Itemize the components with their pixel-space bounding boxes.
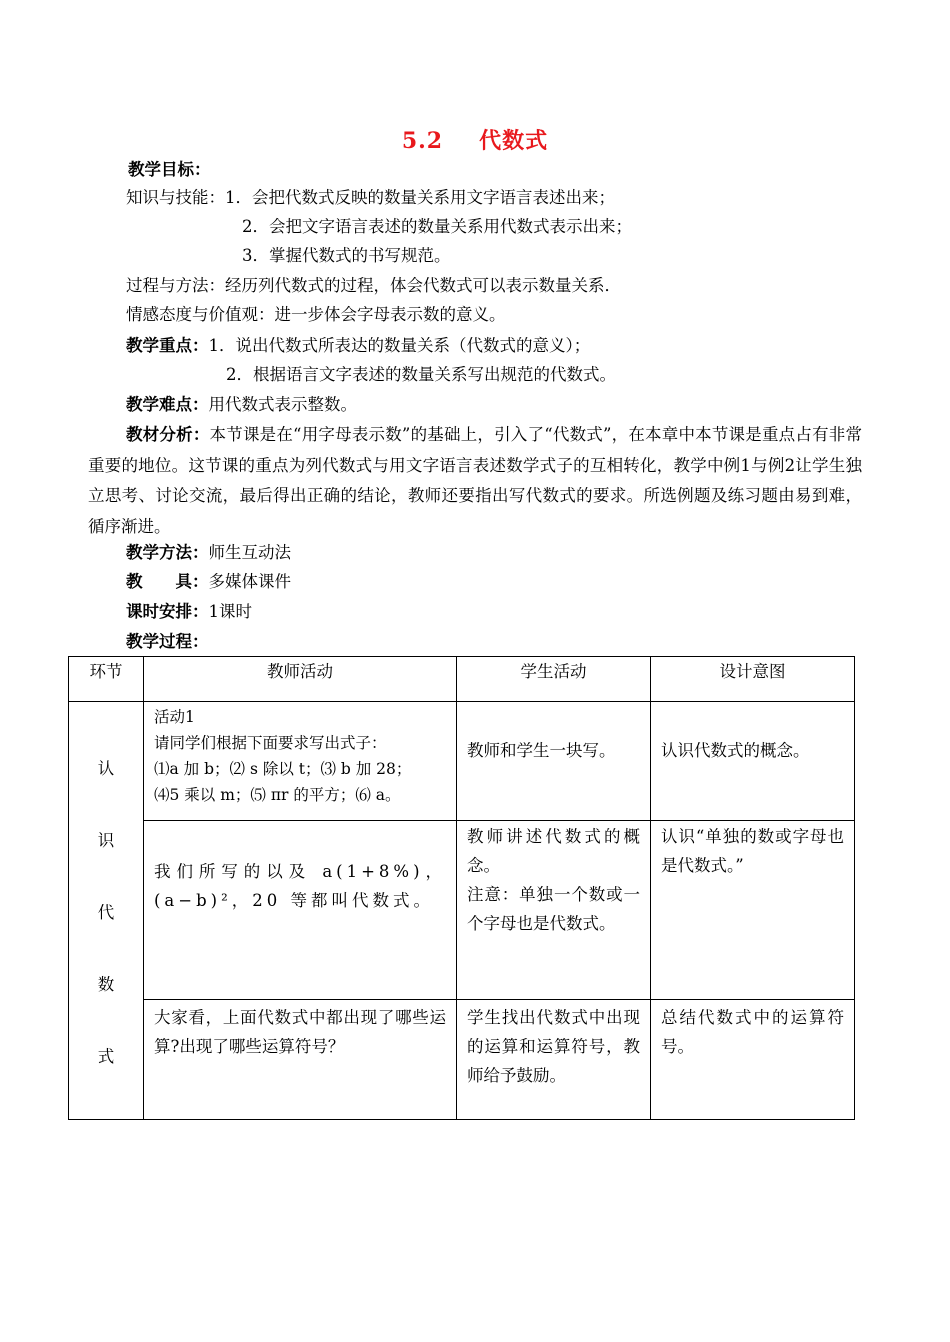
difficulty-line	[126, 391, 357, 419]
tools-text: 多媒体课件	[208, 572, 291, 591]
table-row	[69, 702, 855, 821]
analysis-text: 本节课是在“用字母表示数”的基础上，引入了“代数式”，在本章中本节课是重点占有非常重要的地位。这节课的重点为列代数式与用文字语言表述数学式子的互相转化，教学中例1与例2让学生独立思考、讨论交流，最后得出正确的结论，教师还要指出写代数式的要求。所选例题及练习题由易到难，循序渐进。	[88, 425, 862, 536]
header-teacher-activity: 教师活动	[144, 657, 457, 702]
analysis-label: 教材分析：	[126, 425, 210, 444]
table-row	[69, 1000, 855, 1120]
tools-line	[126, 568, 291, 596]
process-heading: 教学过程：	[126, 632, 209, 651]
method-line	[126, 539, 291, 567]
page-title	[0, 124, 950, 155]
section-title: 代数式	[479, 128, 549, 154]
objectives-heading: 教学目标：	[128, 160, 211, 179]
knowledge-label: 知识与技能：	[126, 188, 225, 207]
row3-teacher: 大家看，上面代数式中都出现了哪些运算?出现了哪些运算符号？	[144, 1000, 457, 1120]
row1-intent: 认识代数式的概念。	[651, 702, 855, 821]
keypoint-item-2: 2．根据语言文字表述的数量关系写出规范的代数式。	[226, 365, 616, 384]
row1-student: 教师和学生一块写。	[457, 702, 651, 821]
schedule-line	[126, 598, 252, 626]
difficulty-text: 用代数式表示整数。	[208, 395, 357, 414]
tools-label: 教 具：	[126, 572, 209, 591]
lesson-table	[68, 656, 855, 1120]
difficulty-label: 教学难点：	[126, 395, 209, 414]
table-row	[69, 821, 855, 1000]
row1-teacher	[144, 702, 457, 821]
stage-char: 识	[97, 831, 115, 850]
knowledge-item-3: 3．掌握代数式的书写规范。	[242, 246, 451, 265]
keypoint-item-1: 1．说出代数式所表达的数量关系（代数式的意义）；	[208, 336, 591, 355]
activity-title: 活动1	[154, 708, 195, 726]
keypoints-label: 教学重点：	[126, 336, 209, 355]
knowledge-item-1: 1．会把代数式反映的数量关系用文字语言表述出来；	[225, 188, 615, 207]
stage-char: 代	[97, 903, 115, 922]
header-stage: 环节	[69, 657, 144, 702]
analysis-paragraph	[88, 420, 862, 542]
row2-intent: 认识“单独的数或字母也是代数式。”	[651, 821, 855, 1000]
schedule-label: 课时安排：	[126, 602, 209, 621]
method-label: 教学方法：	[126, 543, 209, 562]
stage-cell	[69, 702, 144, 1120]
activity-items-2: ⑷5 乘以 m；⑸ πr 的平方；⑹ a。	[154, 786, 401, 804]
row3-intent: 总结代数式中的运算符号。	[651, 1000, 855, 1120]
row2-student	[457, 821, 651, 1000]
schedule-text: 1课时	[208, 602, 252, 621]
knowledge-line-1	[126, 184, 615, 212]
row3-student: 学生找出代数式中出现的运算和运算符号，教师给予鼓励。	[457, 1000, 651, 1120]
row2-student-line-2: 注意：单独一个数或一个字母也是代数式。	[467, 885, 640, 933]
emotion-values: 情感态度与价值观：进一步体会字母表示数的意义。	[126, 305, 506, 324]
knowledge-item-2: 2．会把文字语言表述的数量关系用代数式表示出来；	[242, 217, 632, 236]
header-student-activity: 学生活动	[457, 657, 651, 702]
stage-char: 式	[97, 1047, 115, 1066]
process-methods: 过程与方法：经历列代数式的过程，体会代数式可以表示数量关系．	[126, 276, 621, 295]
activity-prompt: 请同学们根据下面要求写出式子：	[154, 734, 387, 752]
row2-student-line-1: 教师讲述代数式的概念。	[467, 827, 640, 875]
stage-char: 数	[97, 975, 115, 994]
keypoints-line-1	[126, 332, 590, 360]
activity-items-1: ⑴a 加 b；⑵ s 除以 t；⑶ b 加 28；	[154, 760, 412, 778]
table-header-row	[69, 657, 855, 702]
section-number: 5.2	[401, 128, 444, 154]
method-text: 师生互动法	[208, 543, 291, 562]
header-design-intent: 设计意图	[651, 657, 855, 702]
row2-teacher: 我们所写的以及 a(1+8%)，(a−b)²，20 等都叫代数式。	[144, 821, 457, 1000]
stage-char: 认	[97, 759, 115, 778]
